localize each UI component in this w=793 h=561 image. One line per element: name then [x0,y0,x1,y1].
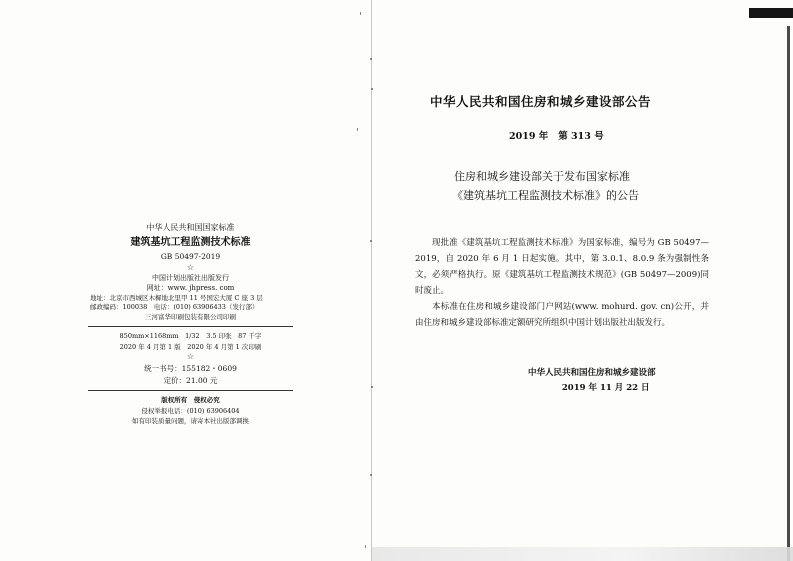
scan-corner-mark [749,8,793,18]
postcode-phone: 邮政编码：100038 电话：(010) 63906433（发行部） [90,303,259,311]
defect-notice: 如有印装质量问题，请寄本社出版部调换 [132,417,249,425]
subtitle-line-2: 《建筑基坑工程监测技术标准》的公告 [452,189,639,202]
announcement-no: 第 313 号 [558,131,604,142]
signature-block [528,366,656,396]
book-number: 统一书号：155182・0609 [144,364,237,373]
standard-code: GB 50497-2019 [160,252,221,261]
announcement-year: 2019 年 [509,131,549,142]
fold-speck [370,474,372,476]
subtitle-line-1: 住房和城乡建设部关于发布国家标准 [454,170,630,183]
announcement-subtitle [452,167,692,205]
fold-speck [370,58,372,60]
fold-speck [370,240,372,242]
announcement-number [509,128,614,142]
scan-speck [360,12,361,15]
publisher-website: 网址：www. jhpress. com [146,283,235,292]
copyright-page [88,224,293,425]
star-icon: ☆ [186,352,195,361]
divider [88,326,293,327]
price: 定价：21.00 元 [163,375,218,385]
printer: 三河富华印刷包装有限公司印刷 [145,312,236,321]
report-phone: 侵权举报电话：(010) 63906404 [141,406,240,415]
star-icon: ☆ [186,262,195,272]
publisher-address: 地址：北京市西城区木樨地北里甲 11 号国宏大厦 C 座 3 层 [90,293,263,302]
fold-speck [371,386,373,388]
fold-speck [371,88,373,90]
book-title: 建筑基坑工程监测技术标准 [130,237,251,248]
publisher: 中国计划出版社出版发行 [152,273,229,282]
signature-date: 2019 年 11 月 22 日 [561,383,650,393]
scan-speck [365,545,366,548]
page-fold [371,0,372,561]
body-paragraph-2: 本标准在住房和城乡建设部门户网站(www. mohurd. gov. cn)公开，并由住房和城乡建设部标准定额研究所组织中国计划出版社出版发行。 [415,302,709,328]
signatory: 中华人民共和国住房和城乡建设部 [528,368,656,378]
edition-info: 2020 年 4 月第 1 版 2020 年 4 月第 1 次印刷 [119,342,262,351]
scan-bottom-shadow [372,547,793,561]
scan-speck [357,128,358,131]
format-spec: 850mm×1168mm 1/32 3.5 印张 87 千字 [119,332,262,340]
scan-edge-shadow [787,26,790,561]
standard-series: 中华人民共和国国家标准 [146,223,235,232]
announcement-body [415,235,709,331]
announcement-header: 中华人民共和国住房和城乡建设部公告 [430,94,652,109]
rights-notice: 版权所有 侵权必究 [161,396,220,404]
body-paragraph-1: 现批准《建筑基坑工程监测技术标准》为国家标准，编号为 GB 50497—2019，自 2020 年 6 月 1 日起实施。其中，第 3.0.1、8.0.9 条为强制性条文，必须严格执行。原《建筑基坑工程监测技术规范》(GB 50497—2009)同时废止。 [415,238,709,296]
divider [88,390,293,391]
